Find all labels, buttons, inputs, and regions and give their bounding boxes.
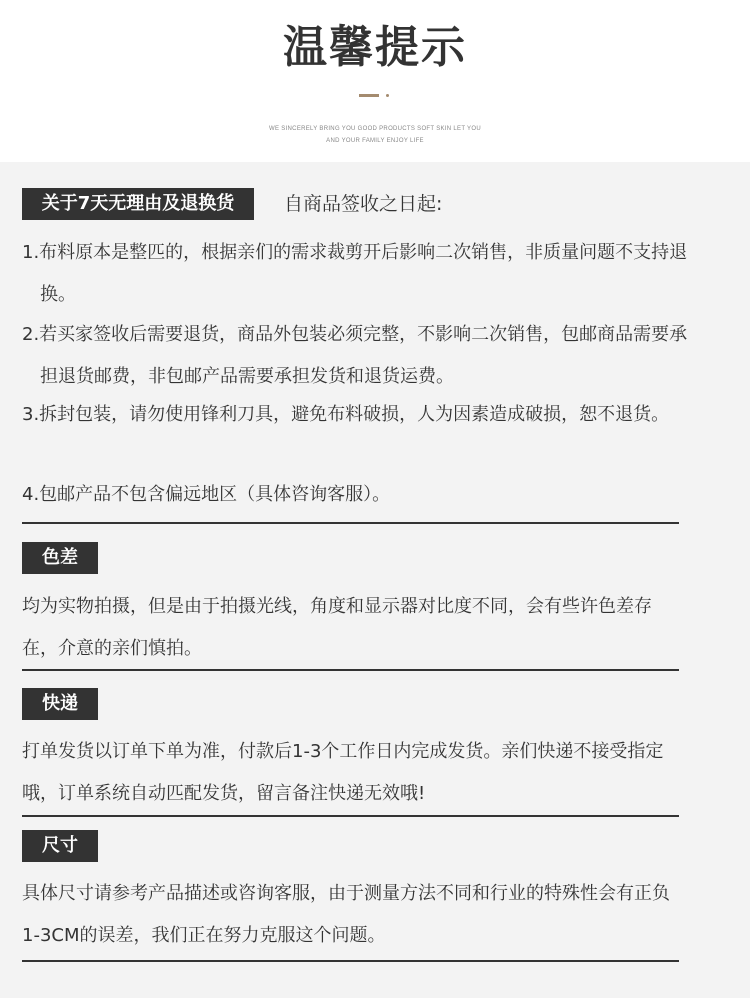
page-title: 温馨提示 [283,22,467,73]
policy-item-1: 1.布料原本是整匹的，根据亲们的需求裁剪开后影响二次销售，非质量问题不支持退换。 [22,242,688,305]
color-diff-text: 均为实物拍摄，但是由于拍摄光线，角度和显示器对比度不同，会有些许色差存在，介意的亲们慎拍。 [22,596,652,659]
section-divider [22,669,679,671]
section-divider [22,815,679,817]
subtitle-line-2: AND YOUR FAMILY ENJOY LIFE [326,138,424,144]
express-tag: 快递 [22,688,98,720]
section-divider [22,522,679,524]
title-ornament-line [359,94,379,97]
policy-item-2: 2.若买家签收后需要退货，商品外包装必须完整，不影响二次销售，包邮商品需要承担退货邮费，非包邮产品需要承担发货和退货运费。 [22,324,688,387]
return-policy-tag: 关于7天无理由及退换货 [22,188,254,220]
size-text: 具体尺寸请参考产品描述或咨询客服，由于测量方法不同和行业的特殊性会有正负1-3CM的误差，我们正在努力克服这个问题。 [22,883,670,946]
section-divider [22,960,679,962]
size-tag: 尺寸 [22,830,98,862]
title-ornament-dot [386,94,389,97]
header-banner [0,0,750,162]
policy-item-4: 4.包邮产品不包含偏远地区（具体咨询客服）。 [22,484,391,505]
express-text: 打单发货以订单下单为准，付款后1-3个工作日内完成发货。亲们快递不接受指定哦，订单系统自动匹配发货，留言备注快递无效哦! [22,741,664,804]
subtitle-line-1: WE SINCERELY BRING YOU GOOD PRODUCTS SOFT SKIN LET YOU [269,126,481,132]
color-diff-tag: 色差 [22,542,98,574]
policy-item-3: 3.拆封包装，请勿使用锋利刀具，避免布料破损，人为因素造成破损，恕不退货。 [22,404,670,425]
return-policy-intro: 自商品签收之日起: [284,193,443,215]
